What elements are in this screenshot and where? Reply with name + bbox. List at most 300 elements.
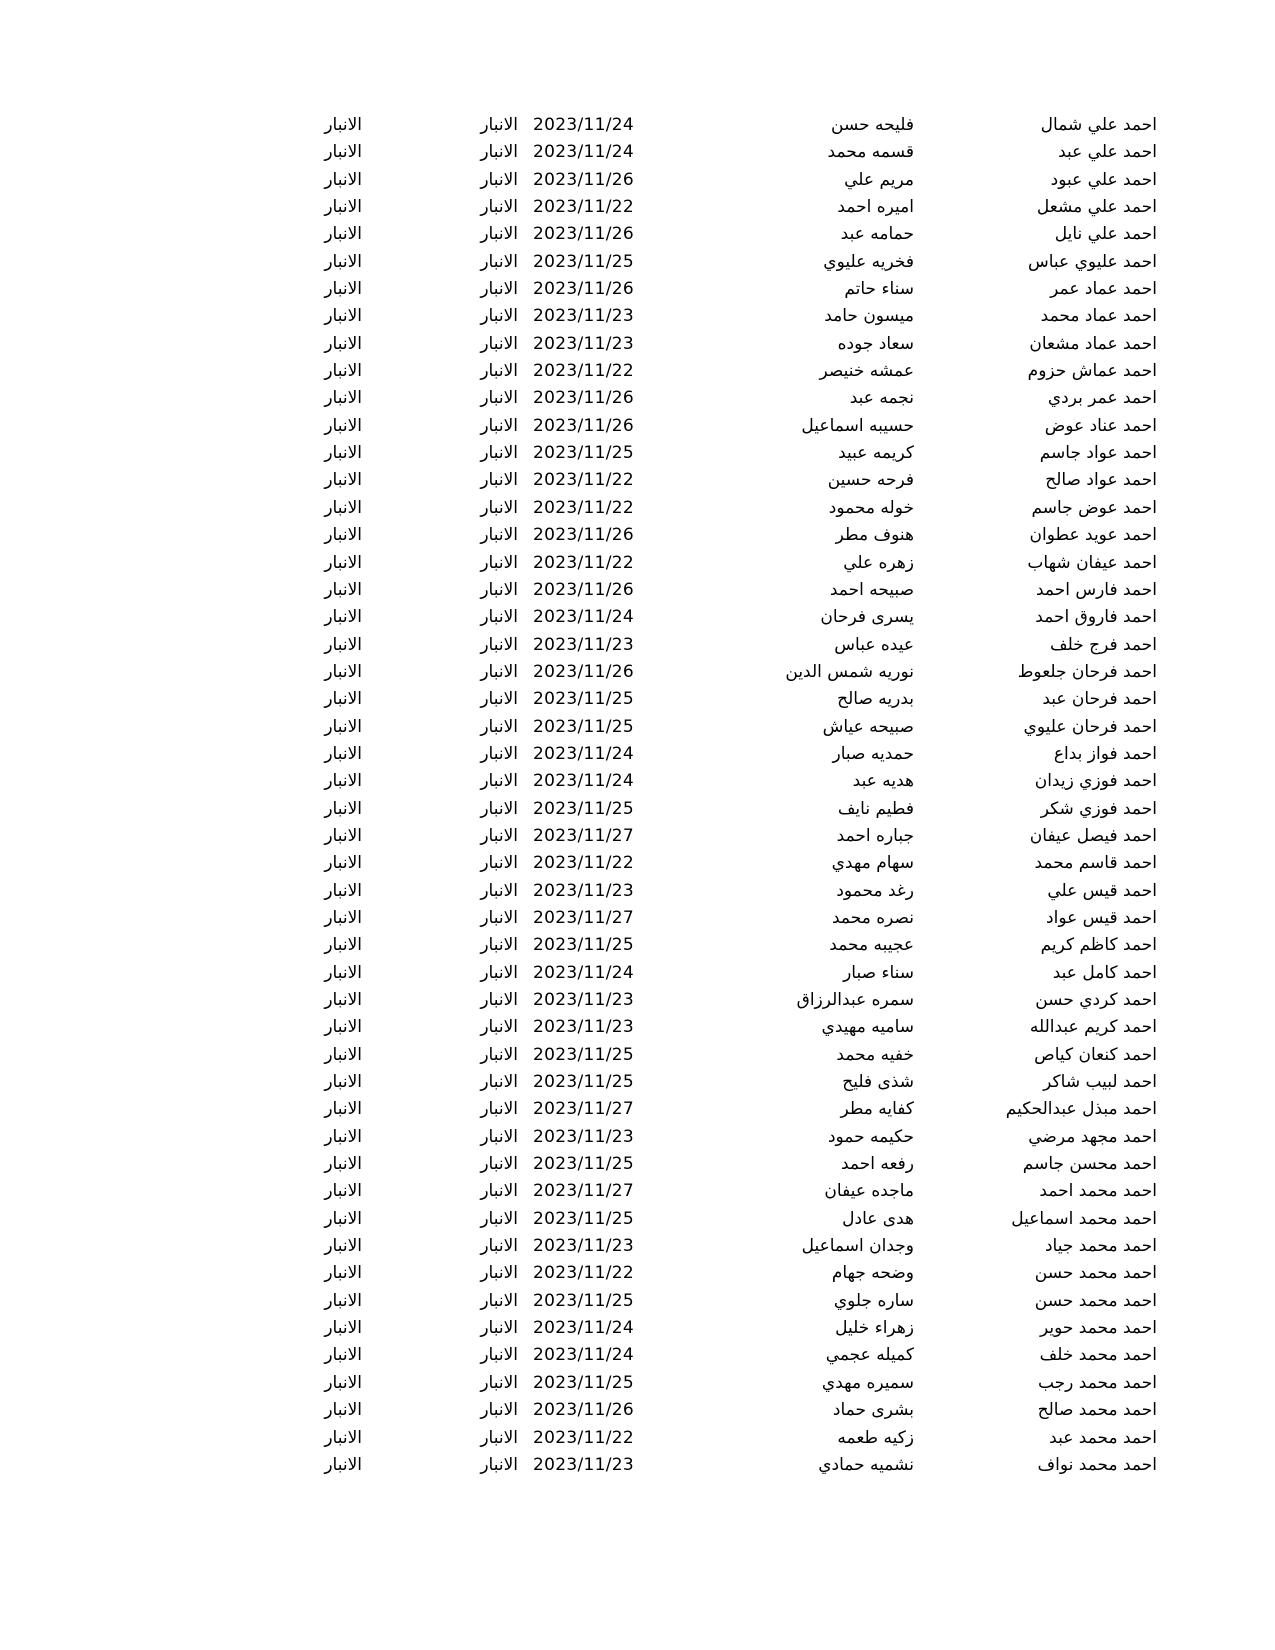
date-cell: 2023/11/26: [533, 279, 634, 300]
governorate-cell: الانبار: [324, 1400, 362, 1421]
governorate-cell: الانبار: [480, 1372, 518, 1393]
table-row: [0, 1342, 1275, 1369]
full-name-cell: احمد محمد احمد: [1039, 1181, 1157, 1202]
full-name-cell: احمد محمد اسماعيل: [1011, 1208, 1157, 1229]
full-name-cell: احمد محمد صالح: [1037, 1400, 1157, 1421]
mother-name-cell: زهره علي: [843, 552, 914, 573]
mother-name-cell: سمره عبدالرزاق: [796, 990, 914, 1010]
table-row: [0, 1315, 1275, 1342]
governorate-cell: الانبار: [324, 251, 362, 272]
mother-name-cell: وجدان اسماعيل: [801, 1236, 914, 1257]
date-cell: 2023/11/24: [533, 115, 634, 135]
governorate-cell: الانبار: [324, 1099, 362, 1120]
mother-name-cell: عجيبه محمد: [829, 935, 914, 956]
date-cell: 2023/11/25: [533, 1072, 634, 1093]
governorate-cell: الانبار: [324, 1044, 362, 1065]
governorate-cell: الانبار: [324, 333, 362, 354]
governorate-cell: الانبار: [480, 1290, 518, 1311]
mother-name-cell: هديه عبد: [852, 771, 914, 792]
governorate-cell: الانبار: [480, 935, 518, 956]
full-name-cell: احمد عناد عوض: [1044, 415, 1157, 436]
governorate-cell: الانبار: [324, 443, 362, 464]
date-cell: 2023/11/22: [533, 853, 634, 874]
full-name-cell: احمد عمر بردي: [1047, 388, 1157, 409]
date-cell: 2023/11/25: [533, 935, 634, 956]
governorate-cell: الانبار: [480, 361, 518, 382]
mother-name-cell: قسمه محمد: [827, 142, 914, 163]
governorate-cell: الانبار: [480, 1427, 518, 1448]
date-cell: 2023/11/26: [533, 579, 634, 600]
full-name-cell: احمد عيفان شهاب: [1027, 552, 1157, 573]
mother-name-cell: عمشه خنيصر: [819, 361, 914, 382]
governorate-cell: الانبار: [324, 689, 362, 710]
date-cell: 2023/11/26: [533, 224, 634, 245]
governorate-cell: الانبار: [480, 1154, 518, 1175]
governorate-cell: الانبار: [480, 251, 518, 272]
full-name-cell: احمد قيس علي: [1047, 880, 1157, 901]
governorate-cell: الانبار: [480, 1072, 518, 1093]
mother-name-cell: اميره احمد: [837, 197, 914, 218]
governorate-cell: الانبار: [324, 142, 362, 163]
governorate-cell: الانبار: [480, 197, 518, 218]
mother-name-cell: يسرى فرحان: [820, 607, 914, 628]
table-row: [0, 932, 1275, 959]
governorate-cell: الانبار: [480, 1263, 518, 1284]
table-row: [0, 1397, 1275, 1424]
table-row: [0, 1425, 1275, 1452]
governorate-cell: الانبار: [324, 853, 362, 874]
full-name-cell: احمد فواز بداع: [1053, 743, 1157, 764]
governorate-cell: الانبار: [324, 497, 362, 518]
full-name-cell: احمد محمد حسن: [1034, 1263, 1157, 1284]
full-name-cell: احمد قيس عواد: [1046, 907, 1157, 928]
mother-name-cell: خوله محمود: [828, 497, 914, 518]
governorate-cell: الانبار: [324, 771, 362, 792]
table-row: [0, 1124, 1275, 1151]
mother-name-cell: سناء صبار: [843, 962, 914, 983]
mother-name-cell: صبيحه عياش: [822, 716, 914, 737]
governorate-cell: الانبار: [324, 470, 362, 491]
full-name-cell: احمد عماد مشعان: [1029, 333, 1157, 354]
full-name-cell: احمد محمد رجب: [1037, 1372, 1157, 1393]
governorate-cell: الانبار: [324, 115, 362, 135]
mother-name-cell: فخريه عليوي: [823, 251, 914, 272]
mother-name-cell: سميره مهدي: [821, 1372, 914, 1393]
full-name-cell: احمد كامل عبد: [1052, 962, 1157, 983]
table-row: [0, 796, 1275, 823]
governorate-cell: الانبار: [324, 279, 362, 300]
governorate-cell: الانبار: [480, 1345, 518, 1366]
records-table: [0, 112, 1275, 1479]
governorate-cell: الانبار: [324, 1454, 362, 1475]
mother-name-cell: زهراء خليل: [835, 1318, 914, 1339]
table-row: [0, 112, 1275, 139]
governorate-cell: الانبار: [324, 1017, 362, 1038]
table-row: [0, 249, 1275, 276]
governorate-cell: الانبار: [480, 306, 518, 327]
full-name-cell: احمد عماد عمر: [1050, 279, 1157, 300]
governorate-cell: الانبار: [324, 1072, 362, 1093]
table-row: [0, 768, 1275, 795]
governorate-cell: الانبار: [480, 661, 518, 682]
full-name-cell: احمد عواد صالح: [1045, 470, 1157, 491]
governorate-cell: الانبار: [324, 525, 362, 546]
date-cell: 2023/11/23: [533, 333, 634, 354]
governorate-cell: الانبار: [324, 634, 362, 655]
table-row: [0, 850, 1275, 877]
table-row: [0, 139, 1275, 166]
table-row: [0, 1370, 1275, 1397]
mother-name-cell: كميله عجمي: [825, 1345, 914, 1366]
date-cell: 2023/11/22: [533, 552, 634, 573]
full-name-cell: احمد لبيب شاكر: [1043, 1072, 1157, 1093]
full-name-cell: احمد فوزي زيدان: [1034, 771, 1157, 792]
governorate-cell: الانبار: [324, 990, 362, 1010]
table-row: [0, 714, 1275, 741]
date-cell: 2023/11/25: [533, 1044, 634, 1065]
full-name-cell: احمد علي نايل: [1054, 224, 1157, 245]
date-cell: 2023/11/26: [533, 388, 634, 409]
governorate-cell: الانبار: [324, 962, 362, 983]
mother-name-cell: ساميه مهيدي: [821, 1017, 914, 1038]
governorate-cell: الانبار: [480, 169, 518, 190]
governorate-cell: الانبار: [480, 552, 518, 573]
governorate-cell: الانبار: [480, 279, 518, 300]
governorate-cell: الانبار: [480, 853, 518, 874]
governorate-cell: الانبار: [480, 1400, 518, 1421]
governorate-cell: الانبار: [480, 1126, 518, 1147]
mother-name-cell: كفايه مطر: [840, 1099, 914, 1120]
date-cell: 2023/11/26: [533, 1400, 634, 1421]
full-name-cell: احمد عليوي عباس: [1028, 251, 1157, 272]
full-name-cell: احمد عوض جاسم: [1031, 497, 1157, 518]
date-cell: 2023/11/24: [533, 1345, 634, 1366]
mother-name-cell: هنوف مطر: [835, 525, 914, 546]
full-name-cell: احمد علي مشعل: [1036, 197, 1157, 218]
table-row: [0, 604, 1275, 631]
governorate-cell: الانبار: [480, 771, 518, 792]
date-cell: 2023/11/27: [533, 907, 634, 928]
table-row: [0, 550, 1275, 577]
governorate-cell: الانبار: [480, 1099, 518, 1120]
mother-name-cell: بشرى حماد: [832, 1400, 914, 1421]
governorate-cell: الانبار: [324, 907, 362, 928]
mother-name-cell: خفيه محمد: [836, 1044, 914, 1065]
governorate-cell: الانبار: [324, 716, 362, 737]
governorate-cell: الانبار: [480, 388, 518, 409]
date-cell: 2023/11/23: [533, 880, 634, 901]
table-row: [0, 1452, 1275, 1479]
table-row: [0, 1260, 1275, 1287]
table-row: [0, 659, 1275, 686]
governorate-cell: الانبار: [480, 142, 518, 163]
full-name-cell: احمد علي عبود: [1050, 169, 1157, 190]
mother-name-cell: حكيمه حمود: [827, 1126, 914, 1147]
date-cell: 2023/11/24: [533, 1318, 634, 1339]
mother-name-cell: سهام مهدي: [831, 853, 914, 874]
date-cell: 2023/11/24: [533, 771, 634, 792]
mother-name-cell: عيده عباس: [834, 634, 914, 655]
mother-name-cell: فطيم نايف: [837, 798, 914, 819]
mother-name-cell: حسيبه اسماعيل: [801, 415, 914, 436]
full-name-cell: احمد فيصل عيفان: [1029, 825, 1157, 846]
table-row: [0, 741, 1275, 768]
table-row: [0, 1233, 1275, 1260]
table-row: [0, 1151, 1275, 1178]
governorate-cell: الانبار: [324, 880, 362, 901]
governorate-cell: الانبار: [324, 1427, 362, 1448]
full-name-cell: احمد محمد جياد: [1044, 1236, 1157, 1257]
table-row: [0, 686, 1275, 713]
governorate-cell: الانبار: [480, 115, 518, 135]
table-row: [0, 194, 1275, 221]
full-name-cell: احمد محمد عبد: [1049, 1427, 1157, 1448]
date-cell: 2023/11/24: [533, 142, 634, 163]
table-row: [0, 1288, 1275, 1315]
table-row: [0, 1069, 1275, 1096]
table-row: [0, 413, 1275, 440]
full-name-cell: احمد عواد جاسم: [1039, 443, 1157, 464]
governorate-cell: الانبار: [480, 415, 518, 436]
full-name-cell: احمد مبذل عبدالحكيم: [1005, 1099, 1157, 1120]
governorate-cell: الانبار: [324, 197, 362, 218]
full-name-cell: احمد فارس احمد: [1035, 579, 1157, 600]
date-cell: 2023/11/22: [533, 361, 634, 382]
date-cell: 2023/11/22: [533, 1427, 634, 1448]
governorate-cell: الانبار: [324, 224, 362, 245]
date-cell: 2023/11/22: [533, 197, 634, 218]
governorate-cell: الانبار: [480, 990, 518, 1010]
governorate-cell: الانبار: [480, 607, 518, 628]
governorate-cell: الانبار: [324, 552, 362, 573]
date-cell: 2023/11/23: [533, 634, 634, 655]
table-row: [0, 1178, 1275, 1205]
date-cell: 2023/11/26: [533, 525, 634, 546]
full-name-cell: احمد قاسم محمد: [1034, 853, 1157, 874]
mother-name-cell: بدريه صالح: [837, 689, 914, 710]
full-name-cell: احمد علي عبد: [1058, 142, 1157, 163]
mother-name-cell: شذى فليح: [842, 1072, 914, 1093]
date-cell: 2023/11/26: [533, 415, 634, 436]
table-row: [0, 358, 1275, 385]
table-row: [0, 632, 1275, 659]
table-row: [0, 303, 1275, 330]
date-cell: 2023/11/25: [533, 1208, 634, 1229]
table-row: [0, 331, 1275, 358]
governorate-cell: الانبار: [480, 962, 518, 983]
full-name-cell: احمد فرحان عليوي: [1023, 716, 1157, 737]
full-name-cell: احمد عماش حزوم: [1027, 361, 1157, 382]
mother-name-cell: كريمه عبيد: [838, 443, 914, 464]
governorate-cell: الانبار: [480, 689, 518, 710]
governorate-cell: الانبار: [480, 743, 518, 764]
governorate-cell: الانبار: [480, 333, 518, 354]
governorate-cell: الانبار: [324, 743, 362, 764]
date-cell: 2023/11/27: [533, 1181, 634, 1202]
mother-name-cell: نصره محمد: [832, 907, 914, 928]
full-name-cell: احمد فاروق احمد: [1035, 607, 1157, 628]
date-cell: 2023/11/25: [533, 798, 634, 819]
full-name-cell: احمد مجهد مرضي: [1028, 1126, 1157, 1147]
date-cell: 2023/11/22: [533, 470, 634, 491]
full-name-cell: احمد كاظم كريم: [1040, 935, 1157, 956]
governorate-cell: الانبار: [324, 388, 362, 409]
date-cell: 2023/11/24: [533, 743, 634, 764]
governorate-cell: الانبار: [324, 361, 362, 382]
governorate-cell: الانبار: [480, 525, 518, 546]
mother-name-cell: نشميه حمادي: [818, 1454, 914, 1475]
governorate-cell: الانبار: [480, 825, 518, 846]
governorate-cell: الانبار: [480, 1454, 518, 1475]
governorate-cell: الانبار: [324, 935, 362, 956]
governorate-cell: الانبار: [324, 1126, 362, 1147]
full-name-cell: احمد عويد عطوان: [1029, 525, 1157, 546]
governorate-cell: الانبار: [480, 579, 518, 600]
full-name-cell: احمد فرحان جلعوط: [1017, 661, 1157, 682]
governorate-cell: الانبار: [480, 1181, 518, 1202]
table-row: [0, 1014, 1275, 1041]
full-name-cell: احمد محسن جاسم: [1022, 1154, 1157, 1175]
governorate-cell: الانبار: [480, 634, 518, 655]
date-cell: 2023/11/24: [533, 607, 634, 628]
governorate-cell: الانبار: [480, 470, 518, 491]
mother-name-cell: ماجده عيفان: [824, 1181, 914, 1202]
date-cell: 2023/11/25: [533, 716, 634, 737]
mother-name-cell: ساره جلوي: [833, 1290, 914, 1311]
governorate-cell: الانبار: [324, 415, 362, 436]
mother-name-cell: هدى عادل: [842, 1208, 914, 1229]
date-cell: 2023/11/22: [533, 497, 634, 518]
governorate-cell: الانبار: [480, 497, 518, 518]
date-cell: 2023/11/22: [533, 1263, 634, 1284]
governorate-cell: الانبار: [324, 169, 362, 190]
full-name-cell: احمد علي شمال: [1040, 115, 1157, 135]
governorate-cell: الانبار: [480, 880, 518, 901]
governorate-cell: الانبار: [480, 1236, 518, 1257]
table-row: [0, 385, 1275, 412]
table-row: [0, 495, 1275, 522]
table-row: [0, 167, 1275, 194]
full-name-cell: احمد كنعان كياص: [1034, 1044, 1157, 1065]
table-row: [0, 878, 1275, 905]
mother-name-cell: زكيه طعمه: [837, 1427, 914, 1448]
date-cell: 2023/11/27: [533, 1099, 634, 1120]
governorate-cell: الانبار: [324, 1372, 362, 1393]
date-cell: 2023/11/23: [533, 306, 634, 327]
table-row: [0, 905, 1275, 932]
full-name-cell: احمد محمد نواف: [1037, 1454, 1157, 1475]
mother-name-cell: ميسون حامد: [824, 306, 914, 327]
date-cell: 2023/11/25: [533, 1154, 634, 1175]
table-row: [0, 440, 1275, 467]
governorate-cell: الانبار: [324, 306, 362, 327]
mother-name-cell: حمديه صبار: [832, 743, 914, 764]
mother-name-cell: سناء حاتم: [844, 279, 914, 300]
governorate-cell: الانبار: [324, 661, 362, 682]
date-cell: 2023/11/25: [533, 443, 634, 464]
full-name-cell: احمد فوزي شكر: [1040, 798, 1157, 819]
table-row: [0, 522, 1275, 549]
governorate-cell: الانبار: [324, 1263, 362, 1284]
table-row: [0, 577, 1275, 604]
governorate-cell: الانبار: [324, 798, 362, 819]
table-row: [0, 467, 1275, 494]
date-cell: 2023/11/25: [533, 1372, 634, 1393]
full-name-cell: احمد محمد خلف: [1039, 1345, 1157, 1366]
date-cell: 2023/11/26: [533, 169, 634, 190]
date-cell: 2023/11/27: [533, 825, 634, 846]
governorate-cell: الانبار: [324, 1290, 362, 1311]
full-name-cell: احمد كريم عبدالله: [1029, 1017, 1157, 1038]
governorate-cell: الانبار: [480, 716, 518, 737]
mother-name-cell: مريم علي: [844, 169, 914, 190]
governorate-cell: الانبار: [480, 1017, 518, 1038]
governorate-cell: الانبار: [324, 1154, 362, 1175]
governorate-cell: الانبار: [324, 825, 362, 846]
date-cell: 2023/11/23: [533, 990, 634, 1010]
governorate-cell: الانبار: [324, 1208, 362, 1229]
mother-name-cell: نجمه عبد: [849, 388, 914, 409]
governorate-cell: الانبار: [480, 443, 518, 464]
mother-name-cell: رفعه احمد: [840, 1154, 914, 1175]
governorate-cell: الانبار: [324, 1236, 362, 1257]
mother-name-cell: حمامه عبد: [840, 224, 914, 245]
mother-name-cell: وضحه جهام: [831, 1263, 914, 1284]
governorate-cell: الانبار: [480, 1318, 518, 1339]
mother-name-cell: سعاد جوده: [837, 333, 914, 354]
table-row: [0, 1042, 1275, 1069]
governorate-cell: الانبار: [480, 1208, 518, 1229]
full-name-cell: احمد كردي حسن: [1035, 990, 1157, 1010]
governorate-cell: الانبار: [324, 1318, 362, 1339]
table-row: [0, 960, 1275, 987]
governorate-cell: الانبار: [324, 1345, 362, 1366]
date-cell: 2023/11/25: [533, 251, 634, 272]
mother-name-cell: صبيحه احمد: [829, 579, 914, 600]
table-row: [0, 221, 1275, 248]
full-name-cell: احمد فرج خلف: [1049, 634, 1157, 655]
full-name-cell: احمد محمد حسن: [1034, 1290, 1157, 1311]
governorate-cell: الانبار: [480, 907, 518, 928]
full-name-cell: احمد فرحان عبد: [1042, 689, 1157, 710]
date-cell: 2023/11/25: [533, 689, 634, 710]
governorate-cell: الانبار: [324, 607, 362, 628]
table-row: [0, 276, 1275, 303]
governorate-cell: الانبار: [480, 1044, 518, 1065]
mother-name-cell: رغد محمود: [836, 880, 914, 901]
mother-name-cell: فليحه حسن: [831, 115, 914, 135]
governorate-cell: الانبار: [324, 1181, 362, 1202]
mother-name-cell: نوريه شمس الدين: [785, 661, 914, 682]
date-cell: 2023/11/26: [533, 661, 634, 682]
governorate-cell: الانبار: [324, 579, 362, 600]
mother-name-cell: جباره احمد: [836, 825, 914, 846]
mother-name-cell: فرحه حسين: [827, 470, 914, 491]
date-cell: 2023/11/24: [533, 962, 634, 983]
table-row: [0, 1096, 1275, 1123]
date-cell: 2023/11/23: [533, 1454, 634, 1475]
table-row: [0, 823, 1275, 850]
table-row: [0, 1206, 1275, 1233]
date-cell: 2023/11/23: [533, 1236, 634, 1257]
governorate-cell: الانبار: [480, 798, 518, 819]
date-cell: 2023/11/23: [533, 1017, 634, 1038]
date-cell: 2023/11/25: [533, 1290, 634, 1311]
full-name-cell: احمد محمد حوير: [1039, 1318, 1157, 1339]
table-row: [0, 987, 1275, 1014]
full-name-cell: احمد عماد محمد: [1040, 306, 1157, 327]
date-cell: 2023/11/23: [533, 1126, 634, 1147]
